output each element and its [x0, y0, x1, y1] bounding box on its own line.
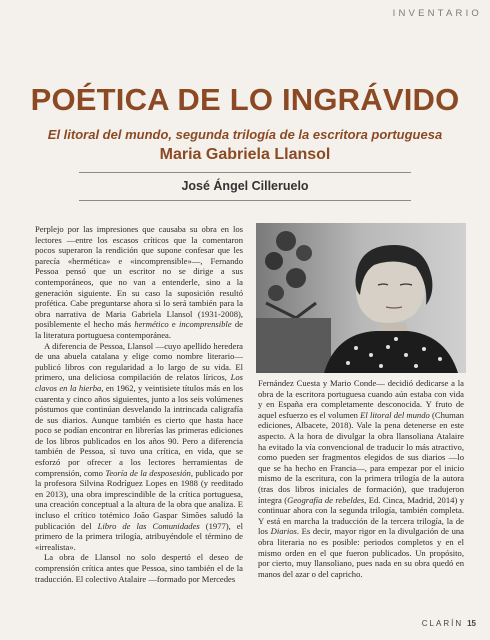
subtitle-author-name: Maria Gabriela Llansol [159, 146, 331, 163]
divider-top [79, 172, 411, 173]
emphasis-text: hermético [134, 319, 169, 330]
body-column-left [35, 224, 243, 584]
emphasis-text: Los clavos en la hierba [35, 372, 243, 393]
paragraph: A diferencia de Pessoa, Llansol —cuyo apellido heredera de una abuela catalana y elige como nombre literario— publicó libros con regularidad a lo largo de su vida. El primero, una deliciosa compilación de relatos líricos, Los clavos en la hierba, en 1962, y veintisiete títulos más en los cuarenta y cinco años siguientes, junto a los seis volúmenes póstumos que continúan desvelando la intrincada caligrafía de sus diarios. Aunque también es cierto que hasta hace poco se podían encontrar en librerías las primeras ediciones de los libros publicados en los años 90. Pero a diferencia también de Pessoa, sí tuvo una crítica, en vida, que se esforzó por ofrecer a los lectores herramientas de comprensión, como Teoría de la desposesión, publicado por la profesora Silvina Rodríguez Lopes en 1988 (y reeditado en 2013), una obra imprescindible de la crítica portuguesa, una creación conceptual a la altura de la obra que analiza. E incluso el crítico totémico João Gaspar Simões saludó la publicación del Libro de las Comunidades (1977), el primero de la primera trilogía, atribuyéndole el término de «irrealista». [35, 340, 244, 552]
emphasis-text: Teoría de la desposesión [105, 467, 191, 478]
magazine-name: CLARÍN [421, 619, 464, 628]
page-footer [422, 619, 476, 628]
emphasis-text: Diarios [270, 526, 297, 537]
emphasis-text: incomprensible [178, 319, 232, 330]
emphasis-text: Libro de las Comunidades [97, 520, 200, 531]
body-column-right [258, 378, 464, 579]
paragraph: Fernández Cuesta y Mario Conde— decidió dedicarse a la obra de la escritora portuguesa cuando aún estaba con vida y en España era completamente desconocida. Y fruto de aquel esfuerzo es el volumen El litoral del mundo (Chuman ediciones, Albacete, 2018). Vale la pena detenerse en este aspecto. A la hora de divulgar la obra llansoliana Atalaire ha evitado la vía convencional de traducir lo más atractivo, como pueden ser fragmentos elegidos de sus diarios —lo que se ha hecho en Francia—, para empezar por el inicio mismo de la escritura, con la primera trilogía de la autora (tras dos libros iniciales de formación), que tradujeron íntegra (Geografía de rebeldes, Ed. Cinca, Madrid, 2014) y continuar ahora con la segunda trilogía, también completa. Y está en marcha la traducción de la tercera trilogía, la de los Diarios. Es decir, mayor rigor en la divulgación de una obra literaria no es posible: periodos completos y en el mismo orden en el que fueron publicados. Un propósito, por cierto, muy llansoliano, pues nada en su obra quedó en manos del azar o del capricho. [258, 378, 465, 579]
paragraph: La obra de Llansol no solo despertó el deseo de comprensión crítica antes que Pessoa, sino también el de la traducción. El colectivo Atalaire —formado por Mercedes [35, 552, 243, 584]
subtitle-book-title: El litoral del mundo, [47, 127, 173, 142]
emphasis-text: Geografía de rebeldes [287, 494, 365, 505]
emphasis-text: El litoral del mundo [360, 409, 430, 420]
article-title: POÉTICA DE LO INGRÁVIDO [30, 82, 460, 117]
article-subtitle [0, 127, 490, 142]
divider-bottom [79, 200, 411, 201]
subtitle-description: segunda trilogía de la escritora portuguesa [172, 127, 443, 142]
author-photo [256, 223, 466, 373]
paragraph: Perplejo por las impresiones que causaba su obra en los lectores —entre los escasos críticos que la comentaron pocos superaron la rendición que supone confesar que les parecía «hermética» e «incomprensible»—, Fernando Pessoa pensó que un escritor no se dirige a sus contemporáneos, que no van a entenderle, sino a la generación siguiente. En su caso la suposición resultó profética. Cabe preguntarse ahora si lo será también para la obra narrativa de Maria Gabriela Llansol (1931-2008), posiblemente el hecho más hermético e incomprensible de la literatura portuguesa contemporánea. [35, 224, 243, 340]
page-number: 15 [467, 619, 476, 628]
section-label: INVENTARIO [392, 8, 482, 19]
byline: José Ángel Cilleruelo [181, 179, 309, 193]
